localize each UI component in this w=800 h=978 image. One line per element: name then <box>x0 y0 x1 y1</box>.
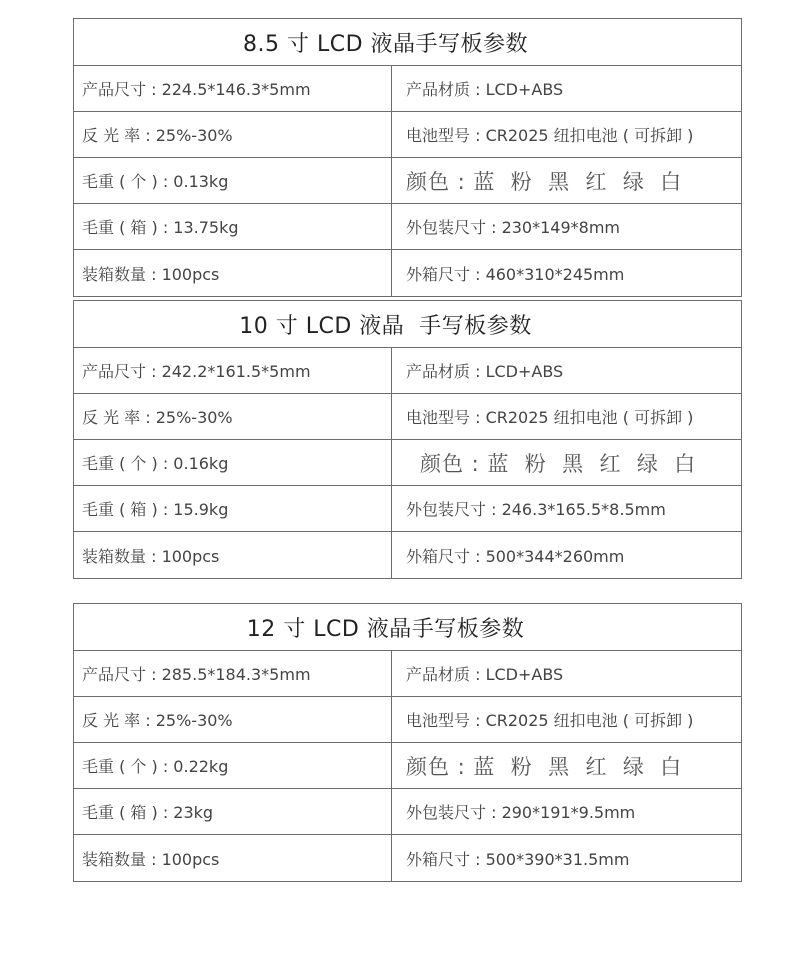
table-row <box>74 835 741 881</box>
table-row <box>74 486 741 532</box>
colors-cell: 颜色 : 蓝 粉 黑 红 绿 白 <box>406 754 683 779</box>
reflectance-cell: 反 光 率 : 25%-30% <box>74 697 392 742</box>
battery-model-cell: 电池型号 : CR2025 纽扣电池 ( 可拆卸 ) <box>406 711 694 730</box>
colors-cell: 颜色 : 蓝 粉 黑 红 绿 白 <box>406 169 683 194</box>
gross-weight-unit-cell: 毛重 ( 个 ) : 0.13kg <box>74 158 392 203</box>
table-row <box>74 651 741 697</box>
table-row <box>74 440 741 486</box>
table-row <box>74 66 741 112</box>
table-row <box>74 743 741 789</box>
table-row <box>74 789 741 835</box>
table-row <box>74 532 741 578</box>
spec-table-8-5-inch <box>73 18 742 297</box>
spec-table-10-inch <box>73 300 742 579</box>
carton-size-cell: 外箱尺寸 : 460*310*245mm <box>406 264 625 284</box>
gross-weight-carton-cell: 毛重 ( 箱 ) : 13.75kg <box>74 204 392 249</box>
carton-quantity-cell: 装箱数量 : 100pcs <box>74 532 392 578</box>
colors-cell: 颜色 : 蓝 粉 黑 红 绿 白 <box>420 451 697 476</box>
table-title: 10 寸 LCD 液晶 手写板参数 <box>74 301 741 348</box>
table-row <box>74 348 741 394</box>
battery-model-cell: 电池型号 : CR2025 纽扣电池 ( 可拆卸 ) <box>406 408 694 427</box>
table-row <box>74 394 741 440</box>
gross-weight-unit-cell: 毛重 ( 个 ) : 0.16kg <box>74 440 392 485</box>
reflectance-cell: 反 光 率 : 25%-30% <box>74 112 392 157</box>
battery-model-cell: 电池型号 : CR2025 纽扣电池 ( 可拆卸 ) <box>406 126 694 145</box>
product-material-cell: 产品材质 : LCD+ABS <box>406 362 564 381</box>
table-row <box>74 204 741 250</box>
carton-quantity-cell: 装箱数量 : 100pcs <box>74 250 392 296</box>
product-size-cell: 产品尺寸 : 224.5*146.3*5mm <box>74 66 392 111</box>
package-size-cell: 外包装尺寸 : 290*191*9.5mm <box>406 803 636 822</box>
table-row <box>74 158 741 204</box>
reflectance-cell: 反 光 率 : 25%-30% <box>74 394 392 439</box>
table-title: 8.5 寸 LCD 液晶手写板参数 <box>74 19 741 66</box>
gross-weight-carton-cell: 毛重 ( 箱 ) : 23kg <box>74 789 392 834</box>
product-material-cell: 产品材质 : LCD+ABS <box>406 80 564 99</box>
product-material-cell: 产品材质 : LCD+ABS <box>406 665 564 684</box>
table-title: 12 寸 LCD 液晶手写板参数 <box>74 604 741 651</box>
spec-table-12-inch <box>73 603 742 882</box>
carton-quantity-cell: 装箱数量 : 100pcs <box>74 835 392 881</box>
table-row <box>74 112 741 158</box>
table-row <box>74 250 741 296</box>
table-row <box>74 697 741 743</box>
product-size-cell: 产品尺寸 : 285.5*184.3*5mm <box>74 651 392 696</box>
package-size-cell: 外包装尺寸 : 230*149*8mm <box>406 218 620 237</box>
gross-weight-carton-cell: 毛重 ( 箱 ) : 15.9kg <box>74 486 392 531</box>
carton-size-cell: 外箱尺寸 : 500*390*31.5mm <box>406 849 630 869</box>
carton-size-cell: 外箱尺寸 : 500*344*260mm <box>406 546 625 566</box>
gross-weight-unit-cell: 毛重 ( 个 ) : 0.22kg <box>74 743 392 788</box>
product-size-cell: 产品尺寸 : 242.2*161.5*5mm <box>74 348 392 393</box>
package-size-cell: 外包装尺寸 : 246.3*165.5*8.5mm <box>406 500 666 519</box>
